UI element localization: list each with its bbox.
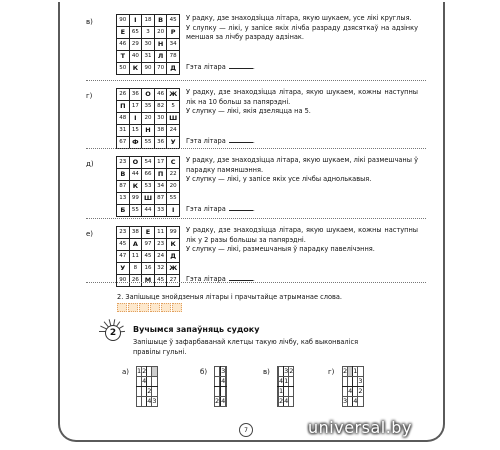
grid-cell: В (117, 169, 130, 181)
grid-cell: 44 (129, 169, 142, 181)
answer-box[interactable] (150, 303, 160, 312)
grid-cell: 55 (142, 137, 155, 149)
grid-cell: 78 (167, 51, 180, 63)
sudoku-grid (136, 366, 158, 407)
sudoku-cell (152, 387, 157, 397)
answer-box[interactable] (117, 303, 127, 312)
sudoku-cell: 2 (358, 387, 363, 396)
grid-cell: Ж (167, 263, 180, 275)
sudoku-cell: 4 (142, 377, 147, 386)
task-paragraph: У радку, дзе знаходзіцца літара, якую шукаем, кожны наступны лік у 2 разы большы за папярэдні. (186, 226, 418, 244)
divider (86, 80, 426, 81)
sudoku-shaded-cell[interactable] (152, 367, 157, 377)
answer-boxes[interactable] (117, 303, 183, 312)
sudoku-cell (358, 367, 363, 377)
grid-cell: І (167, 205, 180, 217)
grid-cell: 82 (154, 101, 167, 113)
grid-cell: 87 (117, 181, 130, 193)
grid-cell: 11 (129, 251, 142, 263)
grid-cell: 45 (154, 275, 167, 287)
task-label: г) (86, 92, 93, 100)
sudoku-cell: 2 (147, 387, 152, 396)
sudoku-cell: 3 (284, 367, 289, 376)
grid-cell: 87 (154, 193, 167, 205)
answer-blank[interactable] (229, 210, 253, 211)
sudoku-cell (226, 397, 227, 407)
sudoku-cell: 3 (343, 397, 348, 406)
page-number: 7 (239, 423, 253, 437)
grid-cell: П (154, 169, 167, 181)
sudoku-cell: 4 (147, 397, 152, 406)
grid-cell: Р (167, 27, 180, 39)
task-paragraph: У радку, дзе знаходзіцца літара, якую шукаем, усе лікі круглыя. (186, 14, 412, 22)
grid-cell: 27 (167, 275, 180, 287)
answer-blank[interactable] (229, 68, 253, 69)
grid-cell: Ш (167, 113, 180, 125)
answer-blank[interactable] (229, 280, 253, 281)
answer-line (186, 205, 255, 213)
grid-cell: Ж (167, 89, 180, 101)
sudoku-cell: 3 (152, 397, 157, 406)
grid-cell: 26 (117, 89, 130, 101)
section-badge (100, 320, 126, 346)
sudoku-grid (277, 366, 294, 407)
grid-cell: 13 (117, 193, 130, 205)
grid-cell: О (142, 89, 155, 101)
grid-cell: Б (117, 205, 130, 217)
grid-cell: 26 (129, 275, 142, 287)
grid-cell: 99 (167, 227, 180, 239)
task-paragraph: У слупку — лікі, у запісе якіх усе лічбы аднолькавыя. (186, 175, 372, 184)
section-number: 2 (105, 325, 121, 341)
sudoku-cell (226, 377, 227, 387)
grid-cell: 18 (142, 15, 155, 27)
grid-cell: М (142, 275, 155, 287)
grid-cell: 35 (142, 101, 155, 113)
grid-cell: 5 (167, 101, 180, 113)
grid-cell: 34 (167, 39, 180, 51)
grid-cell: У (117, 263, 130, 275)
grid-cell: 36 (154, 137, 167, 149)
sudoku-cell: 1 (284, 377, 289, 386)
sudoku-cell: 2 (215, 397, 220, 406)
grid-cell: О (129, 157, 142, 169)
sudoku-label: г) (328, 368, 335, 376)
grid-cell: 8 (129, 263, 142, 275)
task-description (186, 88, 418, 117)
grid-cell: 45 (167, 15, 180, 27)
grid-cell: 17 (154, 157, 167, 169)
grid-cell: 48 (117, 113, 130, 125)
answer-box[interactable] (139, 303, 149, 312)
period: . (252, 205, 255, 213)
grid-cell: 24 (167, 125, 180, 137)
answer-prompt: Гэта літара (186, 137, 226, 145)
task-paragraph: У слупку — лікі, размешчаныя ў парадку павелічэння. (186, 245, 375, 254)
task-label: е) (86, 230, 94, 238)
sudoku-cell: 4 (353, 397, 358, 406)
task-description (186, 226, 418, 255)
grid-cell: 33 (154, 205, 167, 217)
grid-cell: Д (167, 63, 180, 75)
grid-cell: 16 (142, 263, 155, 275)
letter-grid (116, 14, 180, 75)
sudoku-cell: 2 (343, 367, 348, 376)
grid-cell: 90 (142, 63, 155, 75)
sudoku-cell: 3 (358, 377, 363, 386)
answer-prompt: Гэта літара (186, 205, 226, 213)
sudoku-cell: 1 (353, 367, 358, 376)
grid-cell: 97 (142, 239, 155, 251)
task-paragraph: У радку, дзе знаходзіцца літара, якую шукаем, кожны наступны лік на 10 больш за папярэдні. (186, 88, 418, 106)
answer-line (186, 63, 255, 71)
grid-cell: 30 (142, 39, 155, 51)
grid-cell: 20 (142, 113, 155, 125)
watermark: universal.by (308, 418, 412, 437)
grid-cell: Е (117, 27, 130, 39)
grid-cell: Ф (129, 137, 142, 149)
sudoku-cell: 1 (137, 367, 142, 376)
sudoku-cell: 4 (284, 397, 289, 406)
grid-cell: 45 (142, 251, 155, 263)
grid-cell: 23 (117, 157, 130, 169)
grid-cell: 20 (154, 27, 167, 39)
sudoku-cell: 2 (142, 367, 147, 376)
sudoku-grid (342, 366, 364, 407)
divider (86, 282, 426, 283)
sudoku-cell: 4 (279, 377, 284, 386)
answer-blank[interactable] (229, 142, 253, 143)
grid-cell: Е (142, 227, 155, 239)
grid-cell: 15 (129, 125, 142, 137)
grid-cell: 47 (117, 251, 130, 263)
grid-cell: 24 (154, 251, 167, 263)
section-title: Вучымся запаўняць судоку (133, 325, 260, 334)
grid-cell: 36 (129, 89, 142, 101)
grid-cell: 20 (167, 181, 180, 193)
grid-cell: 45 (117, 239, 130, 251)
grid-cell: 46 (154, 89, 167, 101)
grid-cell: 17 (129, 101, 142, 113)
grid-cell: 3 (142, 27, 155, 39)
grid-cell: П (117, 101, 130, 113)
grid-cell: У (167, 137, 180, 149)
grid-cell: 38 (129, 227, 142, 239)
letter-grid (116, 226, 180, 287)
grid-cell: 44 (142, 205, 155, 217)
sudoku-cell (289, 377, 294, 387)
grid-cell: 38 (154, 125, 167, 137)
answer-prompt: Гэта літара (186, 63, 226, 71)
grid-cell: 11 (154, 227, 167, 239)
sudoku-label: а) (122, 368, 130, 376)
answer-prompt: Гэта літара (186, 275, 226, 283)
grid-cell: 23 (117, 227, 130, 239)
grid-cell: К (167, 239, 180, 251)
sudoku-cell (226, 387, 227, 397)
grid-cell: А (129, 239, 142, 251)
sudoku-cell: 4 (348, 387, 353, 396)
grid-cell: 31 (142, 51, 155, 63)
grid-cell: К (129, 63, 142, 75)
grid-cell: 66 (142, 169, 155, 181)
grid-cell: 53 (142, 181, 155, 193)
answer-box[interactable] (128, 303, 138, 312)
grid-cell: І (129, 113, 142, 125)
grid-cell: С (167, 157, 180, 169)
sudoku-cell: 4 (221, 377, 226, 386)
period: . (252, 137, 255, 145)
divider (86, 218, 426, 219)
grid-cell: В (154, 15, 167, 27)
grid-cell: 34 (154, 181, 167, 193)
task-paragraph: У радку, дзе знаходзіцца літара, якую шукаем, лікі размешчаны ў парадку памяншэння. (186, 156, 418, 174)
grid-cell: 99 (129, 193, 142, 205)
grid-cell: І (129, 15, 142, 27)
sudoku-cell (226, 367, 227, 377)
task-label: в) (86, 18, 93, 26)
letter-grid (116, 88, 180, 149)
grid-cell: Ш (142, 193, 155, 205)
grid-cell: 50 (117, 63, 130, 75)
grid-cell: 55 (167, 193, 180, 205)
grid-cell: 65 (129, 27, 142, 39)
grid-cell: 29 (129, 39, 142, 51)
grid-cell: 46 (117, 39, 130, 51)
answer-box[interactable] (161, 303, 171, 312)
grid-cell: 55 (129, 205, 142, 217)
grid-cell: 90 (117, 275, 130, 287)
answer-line (186, 137, 255, 145)
task-description (186, 156, 418, 185)
sudoku-cell (358, 397, 363, 407)
period: . (252, 275, 255, 283)
sudoku-label: б) (200, 368, 208, 376)
task-description (186, 14, 418, 43)
grid-cell: 30 (154, 113, 167, 125)
sudoku-cell: 3 (221, 367, 226, 376)
task-paragraph: У слупку — лікі, якія дзеляцца на 5. (186, 107, 311, 116)
grid-cell: 31 (117, 125, 130, 137)
sudoku-cell: 2 (279, 397, 284, 406)
sudoku-cell (289, 387, 294, 397)
grid-cell: Л (154, 51, 167, 63)
grid-cell: 23 (154, 239, 167, 251)
grid-cell: 40 (129, 51, 142, 63)
letter-grid (116, 156, 180, 217)
grid-cell: 67 (117, 137, 130, 149)
sudoku-grid (214, 366, 227, 407)
grid-cell: Т (117, 51, 130, 63)
answer-box[interactable] (172, 303, 182, 312)
task-label: д) (86, 160, 94, 168)
sudoku-cell: 2 (289, 367, 294, 376)
grid-cell: 22 (167, 169, 180, 181)
sudoku-cell: 4 (221, 397, 226, 406)
grid-cell: 54 (142, 157, 155, 169)
sudoku-cell: 1 (279, 387, 284, 396)
grid-cell: К (129, 181, 142, 193)
task-2-text: 2. Запішыце знойдзеныя літары і прачытайце атрыманае слова. (117, 293, 342, 301)
period: . (252, 63, 255, 71)
grid-cell: Н (142, 125, 155, 137)
section-instructions: Запішыце ў зафарбаванай клетцы такую лічбу, каб выконваліся правілы гульні. (133, 338, 359, 356)
sudoku-label: в) (263, 368, 270, 376)
grid-cell: 90 (117, 15, 130, 27)
grid-cell: Н (154, 39, 167, 51)
task-paragraph: У слупку — лікі, у запісе якіх лічба разраду дзясяткаў на адзінку меншая за лічбу разраду адзінак. (186, 23, 418, 42)
sudoku-cell (152, 377, 157, 387)
grid-cell: Д (167, 251, 180, 263)
grid-cell: 32 (154, 263, 167, 275)
divider (86, 148, 426, 149)
grid-cell: 70 (154, 63, 167, 75)
sudoku-cell (289, 397, 294, 407)
